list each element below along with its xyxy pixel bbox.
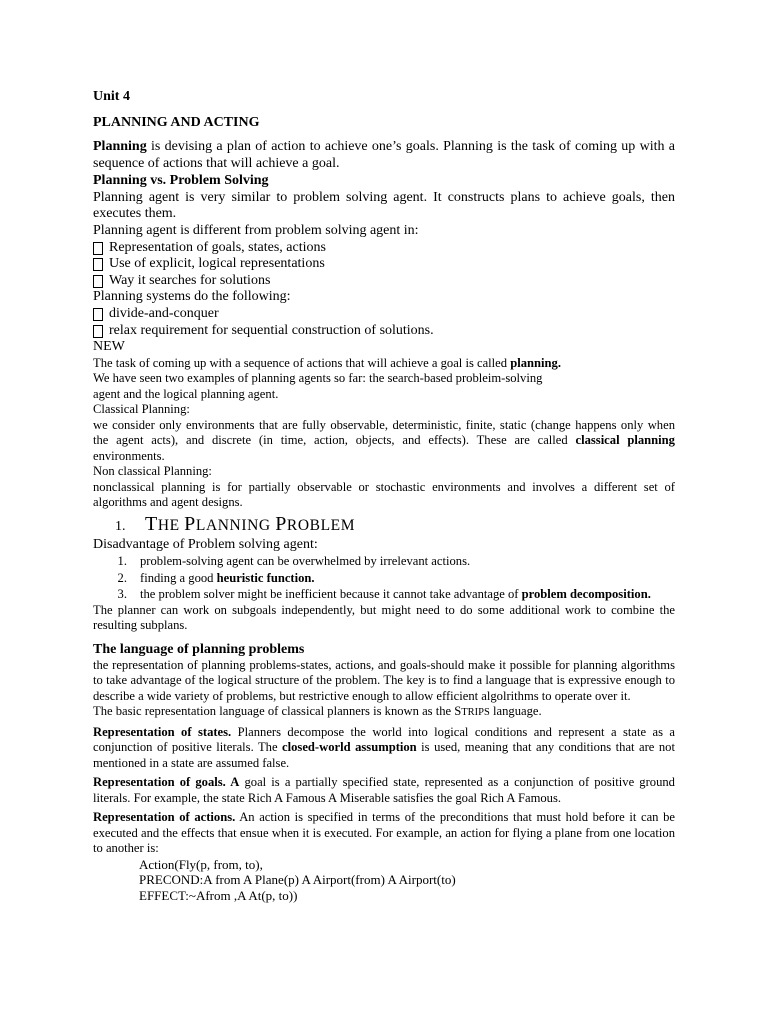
difference-intro: Planning agent is different from problem solving agent in: [93, 222, 419, 238]
list-item [93, 586, 675, 603]
states-text-2: is used, meaning that any conditions that are not mentioned in a state are assumed false. [93, 740, 675, 770]
subgoals-paragraph: The planner can work on subgoals independently, but might need to do some additional work to combine the resulting subplans. [93, 602, 675, 633]
nonclassical-label: Non classical Planning: [93, 464, 212, 479]
classical-bold: classical planning [575, 433, 675, 448]
section-heading [115, 513, 675, 537]
item-text-plain: problem-solving agent can be overwhelmed by irrelevant actions. [140, 554, 471, 569]
systems-list [93, 306, 675, 339]
bullet-text: Way it searches for solutions [109, 272, 271, 288]
section-title-part: P [184, 512, 196, 535]
item-text [140, 553, 675, 570]
list-item [93, 256, 675, 273]
intro-paragraph [93, 139, 675, 172]
section-title-part: HE [157, 516, 185, 534]
disadvantage-list [93, 553, 675, 603]
bullet-text: Use of explicit, logical representations [109, 256, 325, 272]
section-title-part: LANNING [195, 516, 276, 534]
new-paragraph [93, 356, 675, 372]
actions-paragraph [93, 810, 675, 857]
vs-heading: Planning vs. Problem Solving [93, 173, 269, 189]
list-item [93, 553, 675, 570]
item-number: 1. [117, 554, 127, 569]
list-item [93, 273, 675, 290]
section-number: 1. [115, 518, 126, 534]
document-page [93, 86, 675, 903]
strips-before: The basic representation language of classical planners is known as the S [93, 704, 462, 719]
vs-paragraph: Planning agent is very similar to problem solving agent. It constructs plans to achieve goals, then executes them. [93, 189, 675, 222]
list-item [93, 240, 675, 257]
strips-after: language. [489, 704, 542, 719]
difference-list [93, 240, 675, 290]
item-number: 3. [117, 587, 127, 602]
intro-term: Planning [93, 139, 147, 154]
item-text-bold: problem decomposition. [521, 587, 651, 602]
bullet-text: Representation of goals, states, actions [109, 239, 326, 255]
section-title [145, 513, 355, 537]
systems-intro: Planning systems do the following: [93, 289, 291, 305]
bullet-box-icon [93, 258, 103, 271]
language-paragraph: the representation of planning problems-states, actions, and goals-should make it possible for planning algorithms to take advantage of the logical structure of the problem. The key is to find a language that is expressive enough to describe a wide variety of problems, but restrictive enough to allow efficient algolrithms to operate over it. [93, 657, 675, 703]
bullet-box-icon [93, 308, 103, 321]
disadvantage-intro: Disadvantage of Problem solving agent: [93, 536, 318, 552]
strips-small: TRIPS [461, 707, 490, 719]
goals-paragraph [93, 775, 675, 806]
code-line: EFFECT:~Afrom ,A At(p, to)) [139, 887, 298, 903]
states-text: Planners decompose the world into logical conditions and represent a state as a conjunction of positive literals. The [93, 724, 675, 755]
document-title: PLANNING AND ACTING [93, 115, 260, 130]
classical-paragraph [93, 418, 675, 465]
classical-after: environments. [93, 448, 165, 463]
strips-paragraph [93, 704, 675, 721]
goals-bold: Representation of goals. A [93, 775, 240, 790]
item-text-plain: finding a good [140, 570, 217, 585]
classical-label: Classical Planning: [93, 402, 190, 417]
bullet-box-icon [93, 242, 103, 255]
language-heading: The language of planning problems [93, 641, 305, 657]
item-text [140, 570, 675, 587]
bullet-box-icon [93, 325, 103, 338]
section-title-part: T [145, 512, 158, 535]
list-item [93, 570, 675, 587]
bullet-text: divide-and-conquer [109, 305, 219, 321]
states-bold: Representation of states. [93, 724, 232, 739]
item-text-plain: the problem solver might be inefficient because it cannot take advantage of [140, 587, 522, 602]
section-title-part: ROBLEM [286, 516, 356, 534]
classical-text: we consider only environments that are fully observable, deterministic, finite, static (change happens only when the agent acts), and discrete (in time, action, objects, and effects). These are called [93, 417, 675, 448]
new-text: The task of coming up with a sequence of actions that will achieve a goal is called [93, 355, 511, 370]
states-bold-2: closed-world assumption [282, 740, 417, 755]
actions-bold: Representation of actions. [93, 810, 236, 825]
item-number: 2. [117, 570, 127, 585]
list-item [93, 323, 675, 340]
bullet-text: relax requirement for sequential construction of solutions. [109, 322, 434, 338]
states-paragraph [93, 725, 675, 772]
list-item [93, 306, 675, 323]
new-label: NEW [93, 339, 125, 355]
goals-text: goal is a partially specified state, represented as a conjunction of positive ground literals. For example, the state Rich A Famous A Miserable satisfies the goal Rich A Famous. [93, 775, 675, 805]
code-line: PRECOND:A from A Plane(p) A Airport(from) A Airport(to) [139, 872, 456, 888]
section-title-part: P [275, 512, 287, 535]
unit-label: Unit 4 [93, 89, 130, 104]
nonclassical-paragraph: nonclassical planning is for partially observable or stochastic environments and involves a different set of algorithms and agent designs. [93, 479, 675, 510]
examples-line-1: We have seen two examples of planning agents so far: the search-based probleim-solving [93, 371, 543, 386]
bullet-box-icon [93, 275, 103, 288]
intro-text: is devising a plan of action to achieve one’s goals. Planning is the task of coming up with a sequence of actions that will achieve a goal. [93, 139, 675, 171]
new-bold: planning. [510, 355, 561, 370]
item-text [140, 586, 675, 603]
item-text-bold: heuristic function. [216, 570, 315, 585]
examples-line-2: agent and the logical planning agent. [93, 386, 279, 401]
actions-text: An action is specified in terms of the preconditions that must hold before it can be executed and the effects that ensue when it is executed. For example, an action for flying a plane from one location to another is: [93, 810, 675, 856]
code-line: Action(Fly(p, from, to), [139, 856, 263, 872]
action-code-block [93, 857, 675, 903]
